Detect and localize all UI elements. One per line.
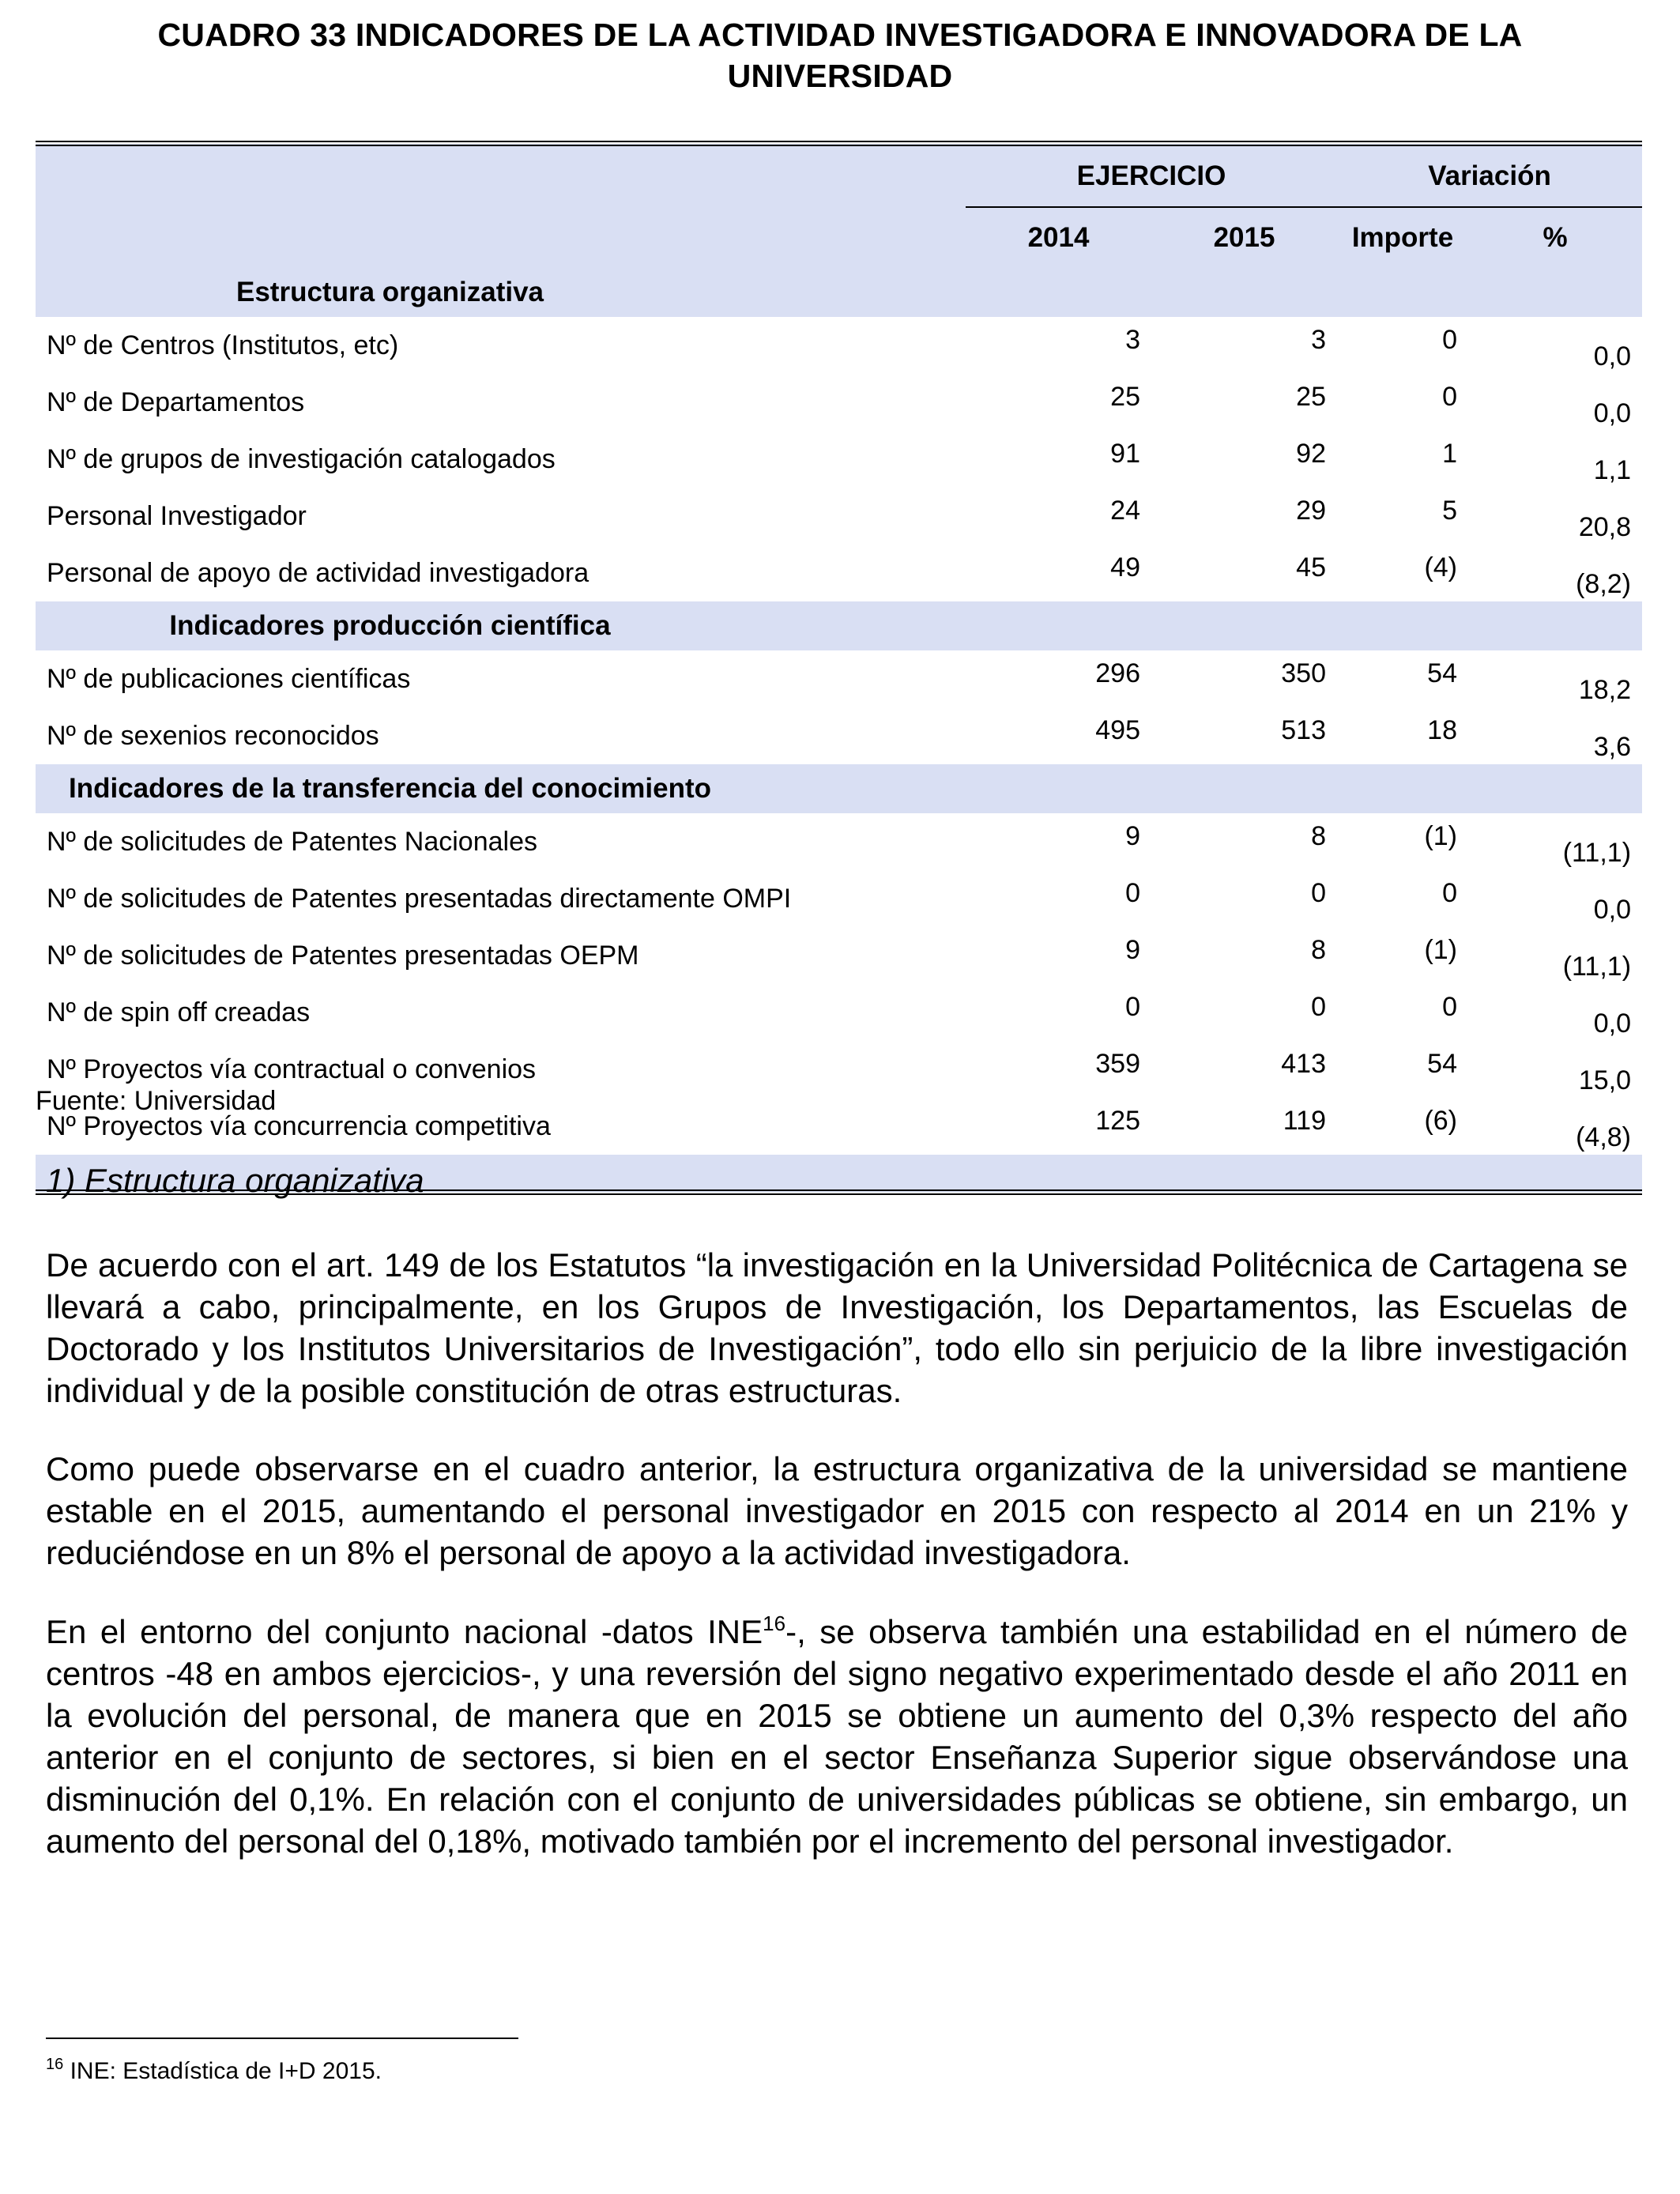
cell-pct: (11,1) xyxy=(1562,838,1632,868)
footer-empty-cell xyxy=(1337,1155,1468,1193)
cell-2015: 25 xyxy=(1296,382,1326,412)
table-source: Fuente: Universidad xyxy=(36,1086,277,1116)
cell-2014: 91 xyxy=(1110,439,1140,469)
row-label: Nº de sexenios reconocidos xyxy=(47,720,379,751)
cell-importe: 0 xyxy=(1442,325,1457,355)
cell-2014: 0 xyxy=(1125,878,1140,908)
cell-2014: 0 xyxy=(1125,992,1140,1022)
cell-2015: 8 xyxy=(1311,935,1326,965)
header-2015: 2015 xyxy=(1151,207,1337,268)
cell-2014: 296 xyxy=(1095,658,1140,688)
paragraph-3-text-start: En el entorno del conjunto nacional -datos INE xyxy=(46,1613,763,1650)
section-row xyxy=(36,764,1642,813)
cell-importe: (4) xyxy=(1424,552,1457,582)
table-row xyxy=(36,488,1642,545)
header-variacion: Variación xyxy=(1337,144,1642,208)
section-row xyxy=(36,601,1642,650)
section-empty-cell xyxy=(966,601,1151,650)
cell-pct: 15,0 xyxy=(1578,1065,1632,1095)
section-label: Estructura organizativa xyxy=(36,268,966,317)
cell-importe: 54 xyxy=(1427,1049,1457,1079)
row-label: Nº de solicitudes de Patentes Nacionales xyxy=(47,826,537,857)
indicators-table xyxy=(36,141,1642,1195)
cell-importe: (1) xyxy=(1424,821,1457,851)
cell-pct: 0,0 xyxy=(1593,398,1632,428)
cell-2015: 29 xyxy=(1296,496,1326,526)
row-label: Nº de Centros (Institutos, etc) xyxy=(47,330,399,360)
cell-2014: 25 xyxy=(1110,382,1140,412)
table-row xyxy=(36,374,1642,431)
section-empty-cell xyxy=(1468,601,1642,650)
cell-2014: 9 xyxy=(1125,935,1140,965)
cell-2014: 3 xyxy=(1125,325,1140,355)
cell-pct: 0,0 xyxy=(1593,1008,1632,1039)
footnote-text: INE: Estadística de I+D 2015. xyxy=(63,2058,382,2084)
row-label: Nº de solicitudes de Patentes presentadas directamente OMPI xyxy=(47,883,792,914)
cell-2015: 0 xyxy=(1311,992,1326,1022)
footnote-mark: 16 xyxy=(46,2056,64,2073)
row-label: Personal de apoyo de actividad investigadora xyxy=(47,557,590,588)
row-label: Nº de Departamentos xyxy=(47,386,305,417)
cell-importe: (1) xyxy=(1424,935,1457,965)
section-empty-cell xyxy=(1151,268,1337,317)
table-row xyxy=(36,650,1642,707)
section-empty-cell xyxy=(1151,764,1337,813)
section-heading: 1) Estructura organizativa xyxy=(46,1162,424,1199)
cell-2014: 49 xyxy=(1110,552,1140,582)
cell-2015: 8 xyxy=(1311,821,1326,851)
header-empty-cell xyxy=(36,207,966,268)
section-empty-cell xyxy=(1337,601,1468,650)
cell-2014: 125 xyxy=(1095,1106,1140,1136)
cell-pct: 18,2 xyxy=(1578,675,1632,705)
cell-2015: 3 xyxy=(1311,325,1326,355)
section-empty-cell xyxy=(966,268,1151,317)
section-label: Indicadores producción científica xyxy=(36,601,966,650)
section-empty-cell xyxy=(1468,268,1642,317)
cell-2014: 24 xyxy=(1110,496,1140,526)
cell-pct: 3,6 xyxy=(1593,732,1632,762)
footnote-reference[interactable]: 16 xyxy=(763,1612,786,1635)
footer-empty-cell xyxy=(1151,1155,1337,1193)
cell-2014: 495 xyxy=(1095,715,1140,745)
cell-2015: 513 xyxy=(1281,715,1326,745)
table-row xyxy=(36,1041,1642,1098)
footer-empty-cell xyxy=(966,1155,1151,1193)
cell-importe: (6) xyxy=(1424,1106,1457,1136)
title-line-1: CUADRO 33 INDICADORES DE LA ACTIVIDAD INVESTIGADORA E INNOVADORA DE LA xyxy=(157,17,1523,53)
table-row xyxy=(36,927,1642,984)
header-2014: 2014 xyxy=(966,207,1151,268)
title-line-2: UNIVERSIDAD xyxy=(727,58,953,94)
table-row xyxy=(36,707,1642,764)
cell-importe: 0 xyxy=(1442,382,1457,412)
paragraph-2: Como puede observarse en el cuadro anterior, la estructura organizativa de la universidad se mantiene estable en el 2015, aumentando el personal investigador en 2015 con respecto al 2014 en un 21% y reduciéndose en un 8% el personal de apoyo a la actividad investigadora. xyxy=(46,1450,1628,1571)
row-label: Personal Investigador xyxy=(47,500,307,531)
cell-2015: 119 xyxy=(1283,1106,1326,1136)
cell-importe: 54 xyxy=(1427,658,1457,688)
header-ejercicio: EJERCICIO xyxy=(966,144,1337,208)
document-title xyxy=(32,14,1648,96)
cell-pct: 1,1 xyxy=(1593,455,1632,485)
cell-2015: 0 xyxy=(1311,878,1326,908)
cell-2015: 92 xyxy=(1296,439,1326,469)
section-empty-cell xyxy=(1337,268,1468,317)
cell-2015: 45 xyxy=(1296,552,1326,582)
section-label: Indicadores de la transferencia del conocimiento xyxy=(36,764,966,813)
header-row-1 xyxy=(36,144,1642,208)
section-empty-cell xyxy=(1151,601,1337,650)
header-row-2 xyxy=(36,207,1642,268)
table-row xyxy=(36,431,1642,488)
cell-pct: (4,8) xyxy=(1576,1122,1632,1152)
cell-pct: (8,2) xyxy=(1576,569,1632,599)
section-empty-cell xyxy=(1468,764,1642,813)
header-empty-cell xyxy=(36,144,966,208)
cell-pct: (11,1) xyxy=(1562,952,1632,982)
table-row xyxy=(36,984,1642,1041)
cell-importe: 18 xyxy=(1427,715,1457,745)
paragraph-3-text-end: -, se observa también una estabilidad en el número de centros -48 en ambos ejercicios-, y una reversión del signo negativo experimentado desde el año 2011 en la evolución del personal, de manera que en 2015 se obtiene un aumento del 0,3% respecto del año anterior en el conjunto de sectores, si bien en el sector Enseñanza Superior sigue observándose una disminución del 0,1%. En relación con el conjunto de universidades públicas se obtiene, sin embargo, un aumento del personal del 0,18%, motivado también por el incremento del personal investigador. xyxy=(46,1613,1628,1860)
cell-2014: 359 xyxy=(1095,1049,1140,1079)
table-row xyxy=(36,545,1642,601)
cell-2015: 413 xyxy=(1281,1049,1326,1079)
cell-pct: 0,0 xyxy=(1593,341,1632,371)
row-label: Nº Proyectos vía contractual o convenios xyxy=(47,1054,537,1084)
row-label: Nº de spin off creadas xyxy=(47,997,311,1027)
paragraph-3 xyxy=(46,1611,1628,1862)
paragraph-1: De acuerdo con el art. 149 de los Estatutos “la investigación en la Universidad Politécnica de Cartagena se llevará a cabo, principalmente, en los Grupos de Investigación, los Departamentos, las Escuelas de Doctorado y los Institutos Universitarios de Investigación”, todo ello sin perjuicio de la libre investigación individual y de la posible constitución de otras estructuras. xyxy=(46,1246,1628,1409)
table-row xyxy=(36,1098,1642,1155)
cell-importe: 0 xyxy=(1442,992,1457,1022)
header-pct: % xyxy=(1468,207,1642,268)
table-row xyxy=(36,317,1642,374)
cell-2014: 9 xyxy=(1125,821,1140,851)
row-label: Nº Proyectos vía concurrencia competitiva xyxy=(47,1110,551,1141)
cell-pct: 20,8 xyxy=(1578,512,1632,542)
row-label: Nº de grupos de investigación catalogados xyxy=(47,443,556,474)
section-empty-cell xyxy=(966,764,1151,813)
header-importe: Importe xyxy=(1337,207,1468,268)
cell-importe: 1 xyxy=(1442,439,1457,469)
section-empty-cell xyxy=(1337,764,1468,813)
footnote xyxy=(46,2058,382,2085)
cell-2015: 350 xyxy=(1281,658,1326,688)
row-label: Nº de publicaciones científicas xyxy=(47,663,411,694)
cell-importe: 0 xyxy=(1442,878,1457,908)
table-row xyxy=(36,813,1642,870)
footnote-divider xyxy=(46,2038,518,2039)
section-row xyxy=(36,268,1642,317)
footer-empty-cell xyxy=(1468,1155,1642,1193)
row-label: Nº de solicitudes de Patentes presentadas OEPM xyxy=(47,940,639,971)
cell-importe: 5 xyxy=(1442,496,1457,526)
table-row xyxy=(36,870,1642,927)
cell-pct: 0,0 xyxy=(1593,895,1632,925)
